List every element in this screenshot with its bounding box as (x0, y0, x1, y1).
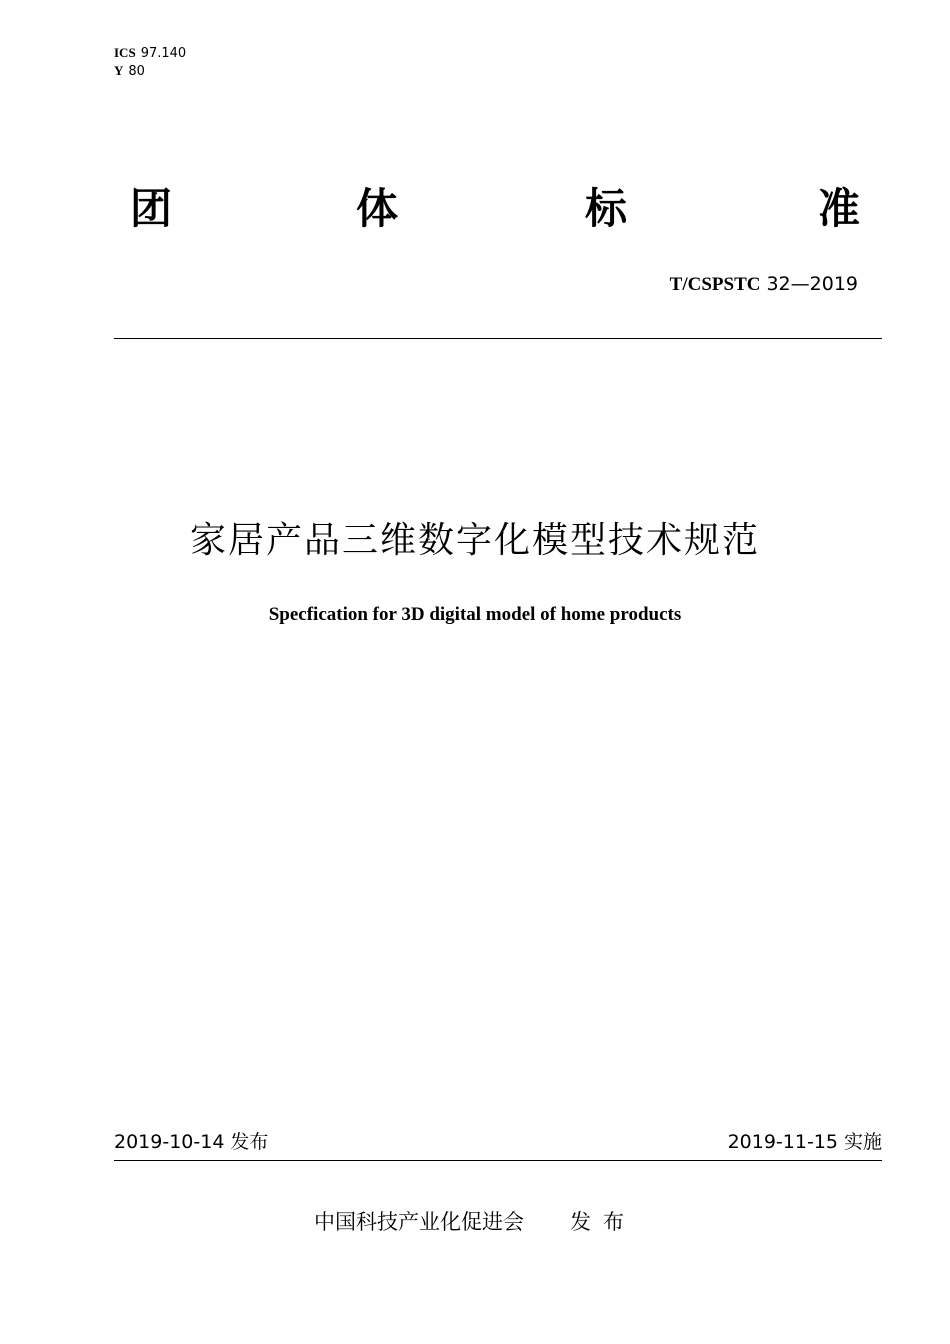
header-divider (114, 338, 882, 339)
publish-date: 2019-10-14 (114, 1131, 225, 1153)
standard-prefix: T/CSPSTC (669, 274, 761, 295)
category-char-1: 团 (130, 184, 173, 233)
publisher-line (0, 1208, 950, 1236)
standard-code: 32—2019 (766, 273, 858, 295)
ics-code: 97.140 (140, 46, 187, 61)
category-char-3: 标 (585, 184, 628, 233)
publish-date-line (114, 1130, 268, 1154)
standard-number (670, 272, 858, 297)
document-title-chinese: 家居产品三维数字化模型技术规范 (189, 520, 760, 561)
publisher-name: 中国科技产业化促进会 (314, 1210, 524, 1234)
ccs-code: 80 (128, 64, 145, 79)
implement-label: 实施 (843, 1131, 882, 1153)
ics-label: ICS (114, 45, 136, 60)
category-char-2: 体 (356, 184, 399, 233)
implement-date-line (728, 1130, 882, 1154)
publish-label: 发布 (230, 1131, 269, 1153)
implement-date: 2019-11-15 (727, 1131, 838, 1153)
ccs-label: Y (114, 63, 124, 78)
ccs-classification (114, 63, 145, 80)
ics-classification (114, 45, 186, 62)
category-char-4: 准 (818, 184, 861, 233)
footer-divider (114, 1160, 882, 1161)
publisher-issue-label: 发布 (570, 1210, 636, 1234)
document-title-english: Specfication for 3D digital model of home products (268, 604, 682, 625)
